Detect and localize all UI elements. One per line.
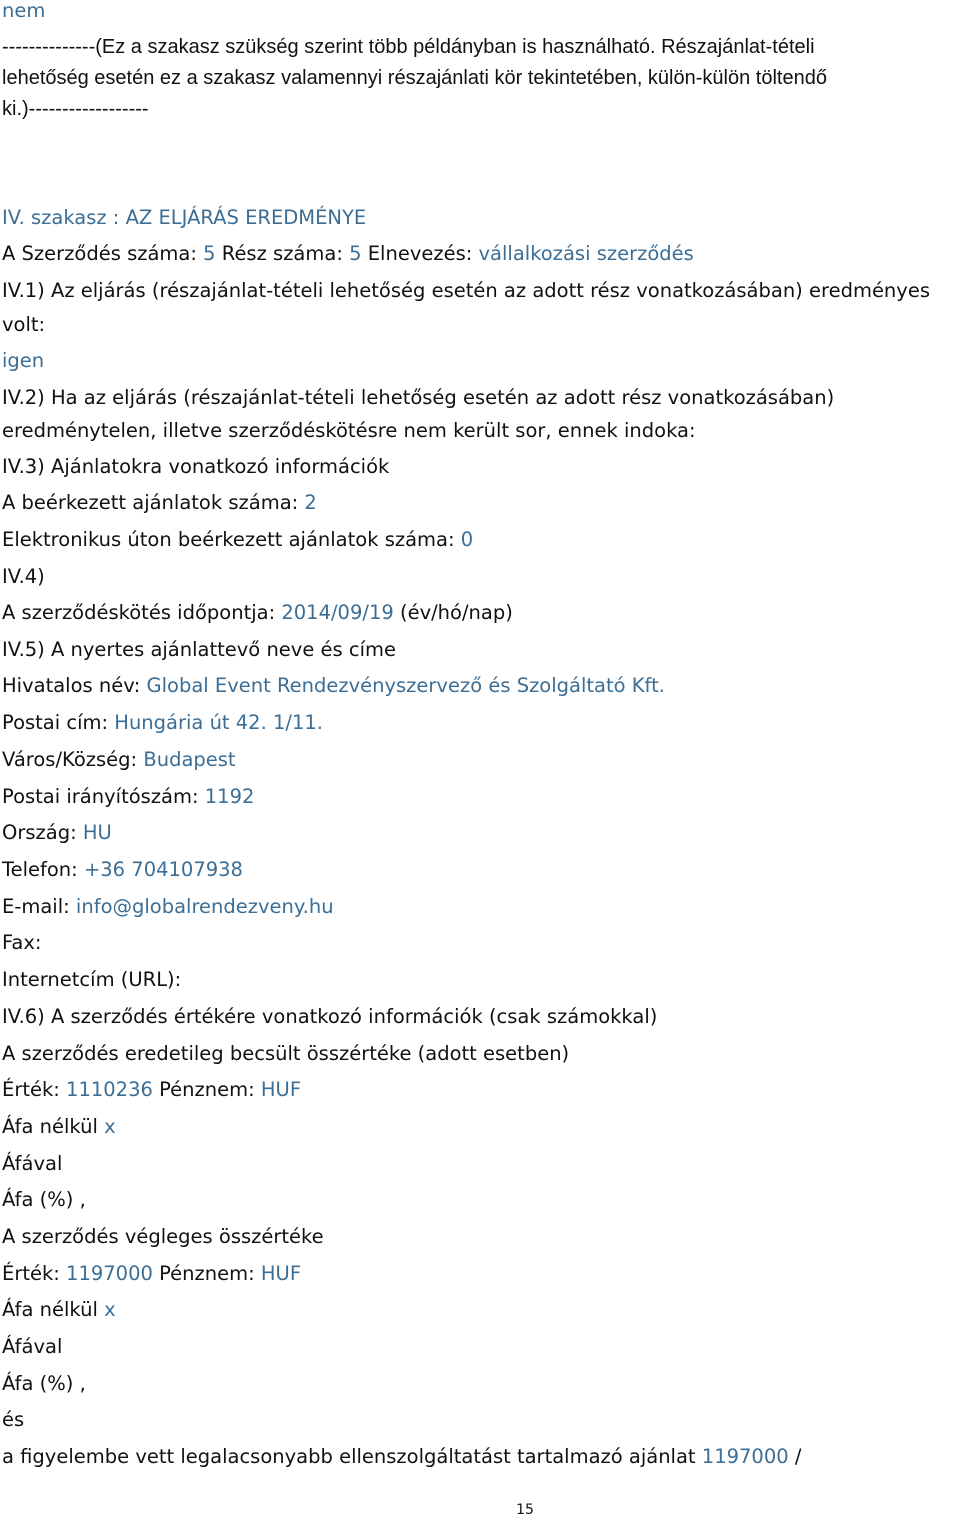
winner-phone-value: +36 704107938	[83, 858, 243, 881]
final-value-line	[2, 1261, 301, 1287]
winner-city-line	[2, 747, 236, 773]
contract-part-value: 5	[349, 242, 362, 265]
final-net-line	[2, 1297, 116, 1323]
lowest-offer-line	[2, 1444, 801, 1470]
winner-email-label: E-mail:	[2, 895, 70, 918]
contract-date-value: 2014/09/19	[281, 601, 394, 624]
electronic-offers-value: 0	[460, 528, 474, 551]
estimated-vat-label: Áfa (%) ,	[2, 1188, 86, 1211]
estimated-net-line	[2, 1114, 116, 1140]
lowest-offer-tail: /	[794, 1445, 802, 1468]
contract-number-value: 5	[203, 242, 216, 265]
iv3-heading: IV.3) Ajánlatokra vonatkozó információk	[2, 455, 390, 478]
winner-address-line	[2, 710, 323, 736]
electronic-offers-line	[2, 527, 473, 553]
final-net-label: Áfa nélkül	[2, 1298, 98, 1321]
winner-phone-label: Telefon:	[2, 858, 78, 881]
estimated-currency-value: HUF	[260, 1078, 302, 1101]
separator-line-3: ki.)------------------	[2, 98, 149, 120]
and-label: és	[2, 1408, 25, 1431]
estimated-value-line	[2, 1077, 301, 1103]
separator-line-2: lehetőség esetén ez a szakasz valamennyi részajánlati kör tekintetében, külön-külön töltendő	[2, 67, 827, 89]
received-offers-value: 2	[304, 491, 317, 514]
contract-date-line	[2, 600, 513, 626]
page-number: 15	[516, 1502, 534, 1518]
iv1-line-2: volt:	[2, 313, 46, 336]
estimated-net-label: Áfa nélkül	[2, 1115, 98, 1138]
estimated-value-label: Érték:	[2, 1078, 60, 1101]
iv6-heading: IV.6) A szerződés értékére vonatkozó információk (csak számokkal)	[2, 1005, 658, 1028]
contract-part-label: Rész száma:	[221, 242, 343, 265]
final-value-amount: 1197000	[66, 1262, 153, 1285]
iv1-line-1: IV.1) Az eljárás (részajánlat-tételi lehetőség esetén az adott rész vonatkozásában) eredményes	[2, 279, 930, 302]
iv2-line-1: IV.2) Ha az eljárás (részajánlat-tételi lehetőség esetén az adott rész vonatkozásában)	[2, 386, 835, 409]
contract-name-label: Elnevezés:	[367, 242, 473, 265]
estimated-net-mark: x	[104, 1115, 116, 1138]
final-net-mark: x	[104, 1298, 116, 1321]
winner-city-value: Budapest	[143, 748, 236, 771]
winner-zip-value: 1192	[204, 785, 255, 808]
separator-line-1: --------------(Ez a szakasz szükség szerint több példányban is használható. Részajánlat-tételi	[2, 36, 815, 58]
iv5-heading: IV.5) A nyertes ajánlattevő neve és címe	[2, 638, 397, 661]
winner-country-label: Ország:	[2, 821, 77, 844]
winner-address-label: Postai cím:	[2, 711, 109, 734]
winner-name-label: Hivatalos név:	[2, 674, 141, 697]
section-title: IV. szakasz : AZ ELJÁRÁS EREDMÉNYE	[2, 206, 367, 229]
winner-email-line	[2, 894, 334, 920]
estimated-value-heading: A szerződés eredetileg becsült összértéke (adott esetben)	[2, 1042, 570, 1065]
lowest-offer-label: a figyelembe vett legalacsonyabb ellenszolgáltatást tartalmazó ajánlat	[2, 1445, 696, 1468]
iv2-line-2: eredménytelen, illetve szerződéskötésre nem került sor, ennek indoka:	[2, 419, 696, 442]
winner-url-label: Internetcím (URL):	[2, 968, 182, 991]
lowest-offer-value: 1197000	[701, 1445, 789, 1468]
previous-answer-value: nem	[2, 0, 46, 22]
winner-fax-label: Fax:	[2, 931, 42, 954]
winner-zip-label: Postai irányítószám:	[2, 785, 199, 808]
contract-date-label: A szerződéskötés időpontja:	[2, 601, 276, 624]
winner-phone-line	[2, 857, 243, 883]
winner-name-line	[2, 673, 665, 699]
winner-email-value: info@globalrendezveny.hu	[75, 895, 334, 918]
contract-date-format: (év/hó/nap)	[399, 601, 513, 624]
winner-country-value: HU	[82, 821, 112, 844]
winner-city-label: Város/Község:	[2, 748, 138, 771]
estimated-value-amount: 1110236	[66, 1078, 153, 1101]
final-currency-value: HUF	[260, 1262, 302, 1285]
received-offers-label: A beérkezett ajánlatok száma:	[2, 491, 299, 514]
iv4-heading: IV.4)	[2, 565, 45, 588]
contract-number-label: A Szerződés száma:	[2, 242, 197, 265]
winner-country-line	[2, 820, 112, 846]
winner-zip-line	[2, 784, 254, 810]
contract-name-value: vállalkozási szerződés	[478, 242, 694, 265]
estimated-gross-label: Áfával	[2, 1152, 63, 1175]
iv1-value: igen	[2, 349, 45, 372]
contract-info-line	[2, 241, 694, 267]
estimated-currency-label: Pénznem:	[159, 1078, 255, 1101]
final-value-heading: A szerződés végleges összértéke	[2, 1225, 324, 1248]
final-vat-label: Áfa (%) ,	[2, 1372, 86, 1395]
final-currency-label: Pénznem:	[159, 1262, 255, 1285]
received-offers-line	[2, 490, 317, 516]
electronic-offers-label: Elektronikus úton beérkezett ajánlatok száma:	[2, 528, 455, 551]
winner-name-value: Global Event Rendezvényszervező és Szolgáltató Kft.	[146, 674, 665, 697]
final-value-label: Érték:	[2, 1262, 60, 1285]
winner-address-value: Hungária út 42. 1/11.	[114, 711, 323, 734]
final-gross-label: Áfával	[2, 1335, 63, 1358]
